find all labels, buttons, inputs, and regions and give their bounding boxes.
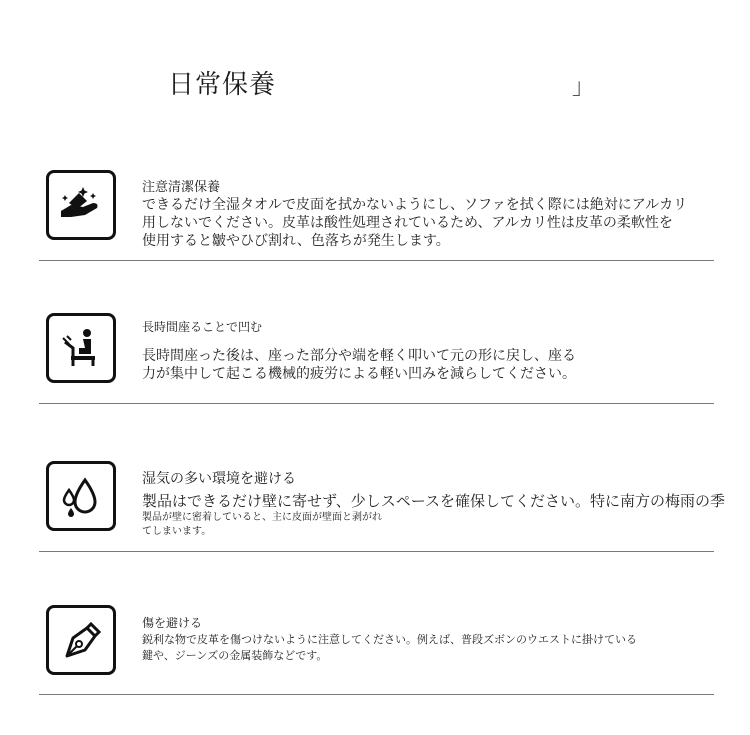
section-title: 傷を避ける	[142, 616, 203, 630]
seated-person-icon	[46, 313, 116, 383]
section-body: 製品はできるだけ壁に寄せず、少しスペースを確保してください。特に南方の梅雨の季	[142, 492, 726, 510]
section-title: 注意清潔保養	[142, 180, 221, 195]
divider	[39, 551, 714, 552]
section-body-small: 製品が壁に密着していると、主に皮面が壁面と剥がれ てしまいます。	[142, 512, 382, 537]
page-title: 日常保養	[168, 70, 277, 100]
section-title: 長時間座ることで凹む	[142, 320, 263, 334]
pen-nib-icon	[46, 605, 116, 675]
section-title: 湿気の多い環境を避ける	[142, 471, 296, 487]
divider	[39, 694, 714, 695]
title-bracket: 」	[572, 75, 595, 100]
water-drops-icon	[46, 461, 116, 531]
divider	[39, 403, 714, 404]
section-body: できるだけ全湿タオルで皮面を拭かないようにし、ソファを拭く際には絶対にアルカリ 用しないでください。皮革は酸性処理されているため、アルカリ性は皮革の柔軟性を 使用すると皺やひび割れ、色落ちが発生します。	[142, 197, 688, 249]
section-body: 鋭利な物で皮革を傷つけないように注意してください。例えば、普段ズボンのウエストに掛けている 鍵や、ジーンズの金属装飾などです。	[142, 633, 637, 662]
cleaning-hand-icon	[46, 170, 116, 240]
divider	[39, 260, 714, 261]
section-body: 長時間座った後は、座った部分や端を軽く叩いて元の形に戻し、座る 力が集中して起こる機械的疲労による軽い凹みを減らしてください。	[142, 348, 576, 382]
